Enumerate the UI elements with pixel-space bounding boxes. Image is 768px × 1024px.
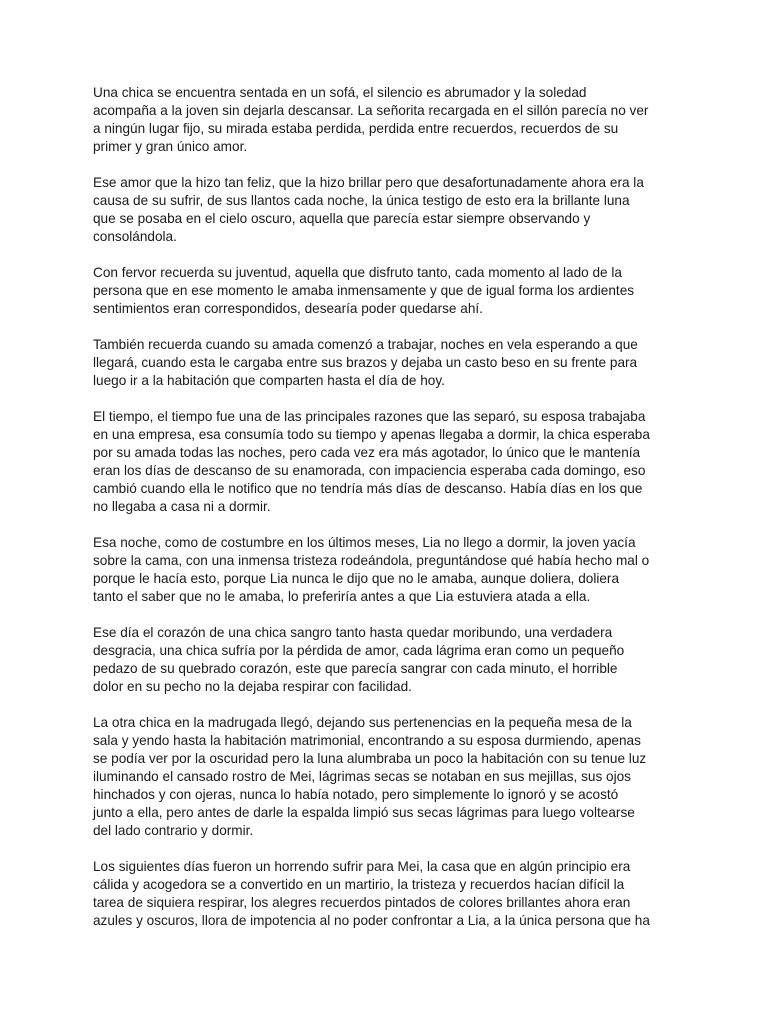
paragraph-7: Ese día el corazón de una chica sangro tanto hasta quedar moribundo, una verdadera desgracia, una chica sufría por la pérdida de amor, cada lágrima eran como un pequeño pedazo de su quebrado corazón, este que parecía sangrar con cada minuto, el horrible dolor en su pecho no la dejaba respirar con facilidad. (93, 625, 625, 694)
paragraph-9: Los siguientes días fueron un horrendo sufrir para Mei, la casa que en algún principio era cálida y acogedora se a convertido en un martirio, la tristeza y recuerdos hacían difícil la tarea de siquiera respirar, los alegres recuerdos pintados de colores brillantes ahora eran azules y oscuros, llora de impotencia al no poder confrontar a Lia, a la única persona que ha (93, 859, 650, 928)
paragraph-1: Una chica se encuentra sentada en un sofá, el silencio es abrumador y la soledad acompaña a la joven sin dejarla descansar. La señorita recargada en el sillón parecía no ver a ningún lugar fijo, su mirada estaba perdida, perdida entre recuerdos, recuerdos de su primer y gran único amor. (93, 85, 649, 154)
paragraph-6: Esa noche, como de costumbre en los últimos meses, Lia no llego a dormir, la joven yacía sobre la cama, con una inmensa tristeza rodeándola, preguntándose qué había hecho mal o porque le hacía esto, porque Lia nunca le dijo que no le amaba, aunque doliera, doliera tanto el saber que no le amaba, lo preferiría antes a que Lia estuviera atada a ella. (93, 535, 650, 604)
paragraph-5: El tiempo, el tiempo fue una de las principales razones que las separó, su esposa trabajaba en una empresa, esa consumía todo su tiempo y apenas llegaba a dormir, la chica esperaba por su amada todas las noches, pero cada vez era más agotador, lo único que le mantenía eran los días de descanso de su enamorada, con impaciencia esperaba cada domingo, eso cambió cuando ella le notifico que no tendría más días de descanso. Había días en los que no llegaba a casa ni a dormir. (93, 409, 650, 514)
paragraph-8: La otra chica en la madrugada llegó, dejando sus pertenencias en la pequeña mesa de la sala y yendo hasta la habitación matrimonial, encontrando a su esposa durmiendo, apenas se podía ver por la oscuridad pero la luna alumbraba un poco la habitación con su tenue luz iluminando el cansado rostro de Mei, lágrimas secas se notaban en sus mejillas, sus ojos hinchados y con ojeras, nunca lo había notado, pero simplemente lo ignoró y se acostó junto a ella, pero antes de darle la espalda limpió sus secas lágrimas para luego voltearse del lado contrario y dormir. (93, 715, 647, 838)
paragraph-4: También recuerda cuando su amada comenzó a trabajar, noches en vela esperando a que llegará, cuando esta le cargaba entre sus brazos y dejaba un casto beso en su frente para luego ir a la habitación que comparten hasta el día de hoy. (93, 337, 638, 388)
paragraph-3: Con fervor recuerda su juventud, aquella que disfruto tanto, cada momento al lado de la persona que en ese momento le amaba inmensamente y que de igual forma los ardientes sentimientos eran correspondidos, desearía poder quedarse ahí. (93, 265, 635, 316)
paragraph-2: Ese amor que la hizo tan feliz, que la hizo brillar pero que desafortunadamente ahora era la causa de su sufrir, de sus llantos cada noche, la única testigo de esto era la brillante luna que se posaba en el cielo oscuro, aquella que parecía estar siempre observando y consolándola. (93, 175, 644, 244)
document-body (93, 84, 678, 948)
